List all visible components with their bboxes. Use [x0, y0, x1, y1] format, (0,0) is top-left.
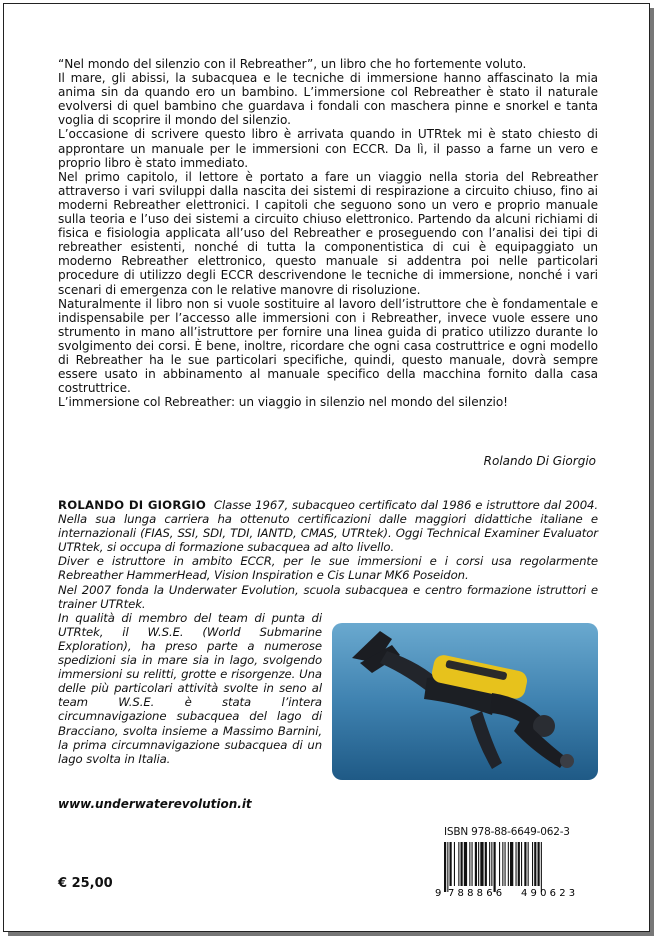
- barcode-bar: [461, 842, 463, 886]
- diver-photo-illustration: [332, 623, 598, 780]
- diver-photo: [332, 623, 598, 780]
- bio-author-name: ROLANDO DI GIORGIO: [58, 498, 206, 512]
- barcode-bar: [532, 842, 533, 886]
- barcode-bar: [521, 842, 522, 886]
- isbn-label: ISBN 978-88-6649-062-3: [444, 826, 570, 838]
- barcode-bar: [541, 842, 542, 892]
- intro-paragraph: L’occasione di scrivere questo libro è arrivata quando in UTRtek mi è stato chiesto di approntare un manuale per le immersioni con ECCR. Da lì, il passo a farne un vero e proprio libro è stato immediato.: [58, 127, 598, 170]
- intro-paragraph: L’immersione col Rebreather: un viaggio in silenzio nel mondo del silenzio!: [58, 395, 508, 410]
- barcode-bar: [480, 842, 483, 886]
- intro-paragraph: Nel primo capitolo, il lettore è portato a fare un viaggio nella storia del Rebreather attraverso i vari sviluppi dalla nascita dei sistemi di respirazione a circuito chiuso, fino ai moderni Rebreather elettronici. I capitoli che seguono sono un vero e proprio manuale sulla teoria e l’uso dei sistemi a circuito chiuso elettronico. Partendo da alcuni richiami di fisica e fisiologia applicata all’uso del Rebreather e proseguendo con l’analisi dei tipi di rebreather esistenti, nonché di tutta la componentistica di cui è equipaggiato un moderno Rebreather elettronico, questo manuale si addentra poi nelle particolari procedure di utilizzo degli ECCR descrivendone le tecniche di immersione, nonché i vari scenari di emergenza con le relative manovre di risoluzione.: [58, 169, 598, 297]
- barcode-digits-right: 490623: [521, 888, 579, 898]
- barcode-bar: [502, 842, 503, 886]
- barcode-bar: [494, 842, 496, 892]
- bio-paragraph: In qualità di membro del team di punta di UTRtek, il W.S.E. (World Submarine Exploration), ha preso parte a numerose spedizioni sia in mare sia in lago, svolgendo immersioni su relitti, grotte e risorgenze. Una delle più particolari attività svolte in seno al team W.S.E. è stata l’intera circumnavigazione subacquea del lago di Bracciano, svolta insieme a Massimo Barnini, la prima circumnavigazione subacquea di un lago svolta in Italia.: [58, 610, 322, 766]
- bio-paragraph: Diver e istruttore in ambito ECCR, per le sue immersioni e i corsi usa regolarmente Rebreather HammerHead, Vision Inspiration e Cis Lunar MK6 Poseidon.: [58, 554, 598, 583]
- barcode-bars: [444, 842, 542, 892]
- barcode-bar: [444, 842, 446, 892]
- intro-paragraph: Naturalmente il libro non si vuole sostituire al lavoro dell’istruttore che è fondamentale e indispensabile per l’accesso alle immersioni con i Rebreather, invece vuole essere uno strumento in mano all’istruttore per fornire una linea guida di pratico utilizzo durante lo svolgimento dei corsi. È bene, inoltre, ricordare che ogni casa costruttrice e ogni modello di Rebreather ha le sue particolari specifiche, quindi, questo manuale, dovrà sempre essere usato in abbinamento al manuale specifico della macchina fornito dalla casa costruttrice.: [58, 296, 598, 396]
- barcode-bar: [489, 842, 490, 886]
- price-label: € 25,00: [58, 876, 113, 891]
- barcode-bar: [469, 842, 470, 886]
- barcode-bar: [508, 842, 509, 886]
- barcode-bar: [475, 842, 477, 886]
- barcode-bar: [518, 842, 520, 886]
- bio-paragraph: Nel 2007 fonda la Underwater Evolution, scuola subacquea e centro formazione istruttori e trainer UTRtek.: [58, 582, 598, 611]
- barcode-digits-left: 788866: [448, 888, 506, 898]
- barcode-bar: [499, 842, 500, 886]
- cover-shadow-bottom: [8, 932, 654, 936]
- isbn-barcode: [434, 842, 598, 898]
- barcode-bar: [528, 842, 529, 886]
- bio-paragraph: [58, 498, 598, 554]
- barcode-digit-lead: 9: [435, 888, 442, 898]
- barcode-bar: [534, 842, 536, 886]
- barcode-bar: [491, 842, 492, 886]
- barcode-bar: [538, 842, 540, 886]
- intro-text: [58, 57, 598, 409]
- barcode-bar: [472, 842, 473, 886]
- barcode-bar: [505, 842, 506, 886]
- bio-text: Classe 1967, subacqueo certificato dal 1986 e istruttore dal 2004. Nella sua lunga carriera ha ottenuto certificazioni dalle maggiori didattiche italiane e internazionali (FIAS, SSI, SDI, TDI, IANTD, CMAS, UTRtek). Oggi Technical Examiner Evaluator UTRtek, si occupa di formazione subacquea ad alto livello.: [58, 498, 598, 555]
- barcode-bar: [485, 842, 487, 886]
- barcode-bar: [510, 842, 513, 886]
- barcode-bar: [524, 842, 526, 886]
- intro-paragraph: Il mare, gli abissi, la subacquea e le tecniche di immersione hanno affascinato la mia anima sin da quando ero un bambino. L’immersione col Rebreather è stato il naturale evolversi di quel bambino che guardava i fondali con maschera pinne e snorkel e tanta voglia di scoprire il mondo del silenzio.: [58, 71, 598, 128]
- barcode-bar: [450, 842, 452, 886]
- website-link[interactable]: www.underwaterevolution.it: [58, 797, 252, 811]
- cover-shadow-right: [650, 8, 654, 934]
- barcode-bar: [478, 842, 479, 886]
- author-signature: Rolando Di Giorgio: [483, 454, 596, 468]
- barcode-bar: [464, 842, 467, 886]
- barcode-bar: [454, 842, 455, 886]
- barcode-bar: [516, 842, 517, 886]
- barcode-bar: [458, 842, 459, 886]
- barcode-bar: [447, 842, 448, 892]
- intro-paragraph: “Nel mondo del silenzio con il Rebreather”, un libro che ho fortemente voluto.: [58, 57, 527, 71]
